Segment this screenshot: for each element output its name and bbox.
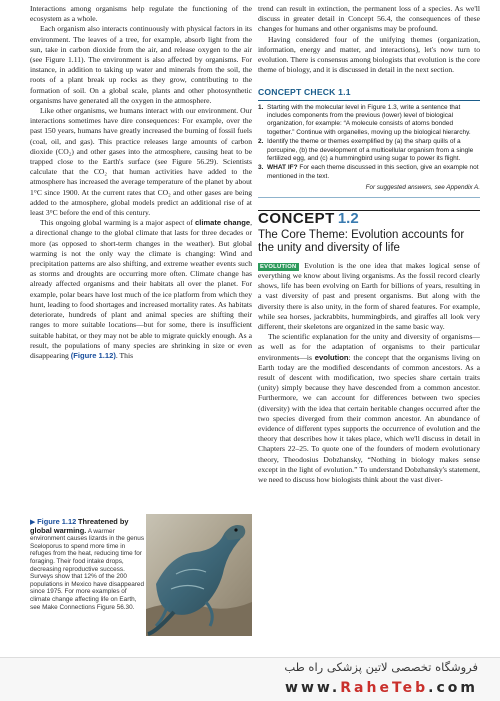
- concept-check-list: [258, 104, 480, 182]
- what-if-label: WHAT IF?: [267, 164, 298, 172]
- right-column: [258, 4, 480, 485]
- figure-reference-link[interactable]: (Figure 1.12): [70, 350, 116, 360]
- text: This ongoing global warming is a major aspect of: [40, 218, 195, 228]
- concept-heading: [258, 210, 480, 254]
- paragraph: [258, 332, 480, 485]
- figure-caption-text: A warmer environment causes lizards in the genus Sceloporus to spend more time in refuges from the heat, reducing time for foraging. Their food intake drops, decreasing reproductive success. Surveys show that 12% of the 200 populations in Mexico have disappeared since 1975. For more examples of climate change affecting life on Earth, see Make Connections Figure 56.30.: [30, 527, 145, 611]
- figure-caption: [30, 518, 145, 611]
- caption-arrow-icon: ▶: [30, 519, 36, 526]
- item-number: 3.: [258, 164, 264, 172]
- item-number: 1.: [258, 103, 264, 111]
- paragraph: Having considered four of the unifying themes (organization, information, energy and matter, and interactions), let's now turn to evolution. There is consensus among biologists that evolution is the core theme of biology, and it is discussed in detail in the next section.: [258, 34, 480, 75]
- lizard-illustration: [146, 514, 252, 636]
- list-item: [258, 104, 480, 138]
- text: The scientific explanation for the unity and diversity of organisms—as well as for the adaptation of organisms to their particular environments—is: [258, 332, 480, 362]
- concept-check-title: CONCEPT CHECK 1.1: [258, 87, 480, 100]
- figure-title: Threatened by global warming.: [30, 517, 129, 535]
- url-prefix: www.: [285, 680, 341, 696]
- left-column: [30, 4, 252, 361]
- evolution-badge: EVOLUTION: [260, 263, 297, 270]
- list-item: [258, 138, 480, 163]
- concept-number: 1.2: [337, 210, 359, 228]
- text: . This: [115, 350, 134, 360]
- lizard-photo: [146, 514, 252, 636]
- paragraph: Interactions among organisms help regulate the functioning of the ecosystem as a whole.: [30, 4, 252, 24]
- figure-label: Figure 1.12: [37, 517, 77, 526]
- concept-word: CONCEPT: [258, 210, 335, 228]
- concept-check-box: [258, 85, 480, 198]
- concept-check-footnote: For suggested answers, see Appendix A.: [365, 184, 480, 192]
- item-text: Identify the theme or themes exemplified by (a) the sharp quills of a porcupine, (b) the development of a multicellular organism from a single fertilized egg, and (c) a hummingbird using sugar to power its flight.: [267, 138, 474, 163]
- text: : the concept that the organisms living on Earth today are the modified descendants of common ancestors. As a result of descent with modification, two species share certain traits (unity) simply because they have descended from a common ancestor. Furthermore, we can account for differences between two species (diversity) with the idea that certain heritable changes occurred after the two species diverged from their common ancestor. An abundance of evidence of different types supports the occurrence of evolution and the theory that describes how it takes place, which we'll discuss in detail in Chapters 22–25. To quote one of the founders of modern evolutionary theory, Theodosius Dobzhansky, “Nothing in biology makes sense except in the light of evolution.” To understand Dobzhansky's statement, we need to discuss how biologists think about the vast diver-: [258, 352, 480, 484]
- paragraph: trend can result in extinction, the permanent loss of a species. As we'll discuss in greater detail in Concept 56.4, the consequences of these changes for humans and other organisms may be profound.: [258, 4, 480, 34]
- paragraph: [258, 261, 480, 332]
- url-suffix: .com: [428, 680, 478, 696]
- item-number: 2.: [258, 138, 264, 146]
- list-item: [258, 164, 480, 181]
- paragraph: [30, 218, 252, 361]
- footer-url[interactable]: [285, 680, 478, 696]
- key-term-evolution: evolution: [314, 352, 349, 362]
- item-text: Starting with the molecular level in Figure 1.3, write a sentence that includes components from the previous (lower) level of biological organization, for example: “A molecule consists of atoms bonded together.” Continue with organelles, moving up the biological hierarchy.: [267, 103, 471, 136]
- paragraph: Like other organisms, we humans interact with our environment. Our interactions sometimes have dire consequences: For example, over the past 150 years, humans have greatly increased the burning of fossil fuels (coal, oil, and gas). This practice releases large amounts of carbon dioxide (CO₂) and other gases into the atmosphere, causing heat to be trapped close to the Earth's surface (see Figure 56.29). Scientists calculate that the CO₂ that human activities have added to the atmosphere has increased the average temperature of the planet by about 1°C since 1900. At the current rates that CO₂ and other gases are being added to the atmosphere, global models predict an additional rise of at least 3°C before the end of this century.: [30, 106, 252, 218]
- footer-store-name: فروشگاه تخصصی لاتین پزشکی راه طب: [284, 660, 478, 674]
- item-text: For each theme discussed in this section, give an example not mentioned in the text.: [267, 164, 479, 180]
- concept-title: The Core Theme: Evolution accounts for the unity and diversity of life: [258, 228, 465, 254]
- text: , a directional change to the global climate that lasts for three decades or more (as opposed to short-term changes in the weather). But global warming is not the only way the climate is changing: Wind and precipitation patterns are also shifting, and extreme weather events such as storms and droughts are occurring more often. Climate change has already affected organisms and their habitats all over the planet. For example, polar bears have lost much of the ice platform from which they hunt, leading to food shortages and increased mortality rates. As habitats deteriorate, hundreds of plant and animal species are shifting their ranges to more suitable locations—but for some, there is insufficient suitable habitat, or they may not be able to migrate quickly enough. As a result, the populations of many species are shrinking in size or even disappearing: [30, 218, 252, 360]
- url-accent: RaheTeb: [340, 680, 429, 696]
- key-term-climate-change: climate change: [194, 218, 251, 228]
- text: Evolution is the one idea that makes logical sense of everything we know about living organisms. As the fossil record clearly shows, life has been evolving on Earth for billions of years, resulting in a vast diversity of past and present organisms. But along with the diversity there is also unity, in the form of shared features. For example, while sea horses, jackrabbits, hummingbirds, and giraffes all look very different, their skeletons are organized in the same basic way.: [258, 260, 480, 331]
- footer-banner: [0, 657, 500, 701]
- paragraph: Each organism also interacts continuously with physical factors in its environment. The leaves of a tree, for example, absorb light from the sun, take in carbon dioxide from the air, and release oxygen to the air (see Figure 1.11). The environment is also affected by organisms. For instance, in addition to taking up water and minerals from the soil, the roots of a plant break up rocks as they grow, contributing to the formation of soil. On a global scale, plants and other photosynthetic organisms have generated all the oxygen in the atmosphere.: [30, 24, 252, 105]
